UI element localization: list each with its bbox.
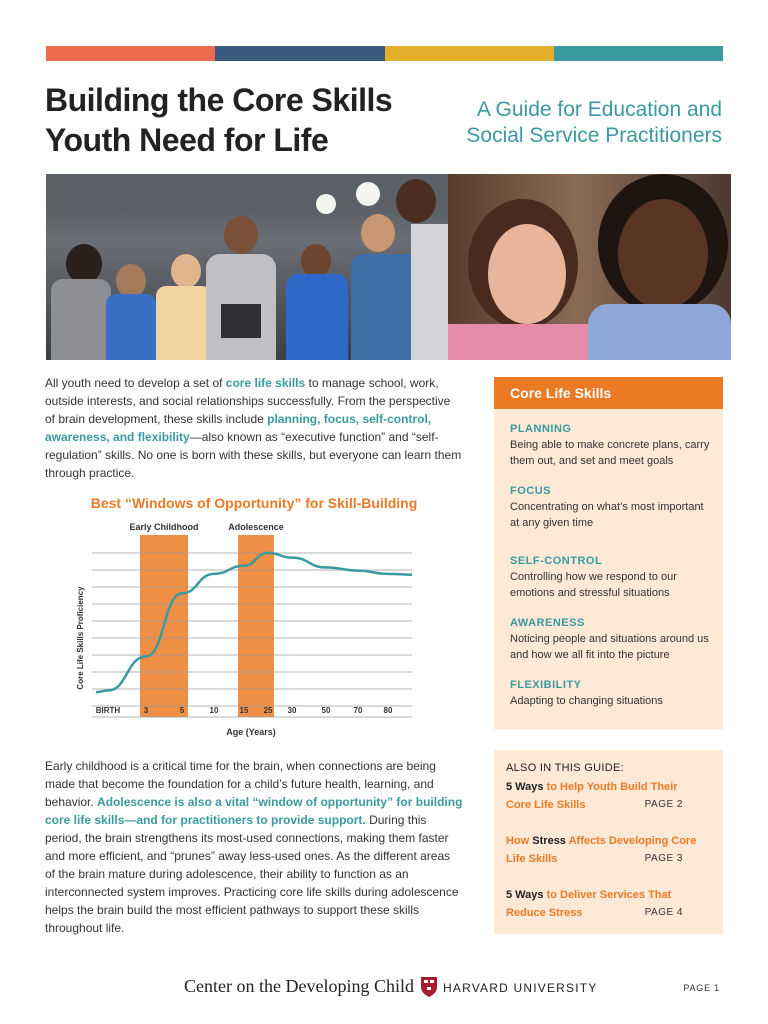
x-tick-label: 25 (263, 706, 273, 715)
link-stress: Stress (529, 835, 566, 847)
navy-bar (215, 46, 384, 61)
link-text-2: Reduce Stress (506, 907, 583, 919)
x-axis-label: Age (Years) (226, 727, 276, 737)
body-highlight: Adolescence is also a vital “window of opportunity” for building core life skills—and for practitioners to provide support. (45, 795, 463, 827)
color-bars (46, 46, 723, 61)
yellow-bar (385, 46, 554, 61)
intro-text-3: —also known as “executive function” and “self-regulation” skills. No one is born with these skills, but everyone can learn them through practice. (45, 430, 462, 480)
windows-of-opportunity-chart (70, 515, 430, 745)
window-label: Adolescence (228, 522, 284, 532)
also-title: ALSO IN THIS GUIDE: (506, 762, 624, 774)
harvard-shield-icon (420, 976, 438, 998)
skill-description: Concentrating on what’s most important at any given time (510, 501, 704, 529)
y-axis-label: Core Life Skills Proficiency (76, 586, 85, 690)
guide-link-page-2[interactable] (506, 778, 711, 814)
body-paragraph (45, 757, 463, 937)
link-text: Affects Developing Core (565, 835, 697, 847)
page-title (45, 80, 445, 160)
photo-mentor-and-teen (448, 174, 731, 360)
skill-label: SELF-CONTROL (510, 555, 603, 567)
x-tick-label: 10 (209, 706, 219, 715)
skill-awareness (510, 617, 715, 663)
body-text-2: During this period, the brain strengthens its most-used connections, making them faster and more efficient, and “prunes” away less-used ones. As the different areas of the brain mature during adolescence, their ability to function as an interconnected system improves. Practicing core life skills during adolescence helps the brain build the most efficient pathways to support these skills throughout life. (45, 813, 459, 935)
chart-title: Best “Windows of Opportunity” for Skill-Building (90, 495, 418, 511)
teal-bar (554, 46, 723, 61)
skill-description: Being able to make concrete plans, carry them out, and set and meet goals (510, 439, 710, 467)
skill-label: FOCUS (510, 485, 551, 497)
core-life-skills-heading: Core Life Skills (494, 377, 723, 409)
link-text: to Help Youth Build Their (543, 781, 678, 793)
title-line-2: Youth Need for Life (45, 122, 329, 158)
x-tick-label: 70 (353, 706, 363, 715)
harvard-university-label: HARVARD UNIVERSITY (443, 981, 598, 995)
x-tick-label: 50 (321, 706, 331, 715)
intro-highlight-1: core life skills (225, 376, 306, 390)
skill-label: AWARENESS (510, 617, 585, 629)
x-tick-label: 15 (239, 706, 249, 715)
link-prefix: 5 Ways (506, 889, 544, 901)
link-text-2: Life Skills (506, 853, 558, 865)
body-text-1: Early childhood is a critical time for the brain, when connections are being made that become the foundation for a child’s future health, learning, and behavior. (45, 759, 436, 809)
skill-self-control (510, 555, 715, 601)
center-brand-name: Center on the Developing Child (184, 976, 414, 996)
x-tick-label: 5 (179, 706, 185, 715)
red-bar (46, 46, 215, 61)
page-reference: PAGE 3 (644, 853, 683, 864)
intro-paragraph (45, 374, 463, 482)
intro-text-2: to manage school, work, outside interests, and social relationships successfully. From the perspective of brain development, these skills include (45, 376, 451, 426)
also-in-this-guide-box (494, 750, 723, 934)
guide-link-page-3[interactable] (506, 832, 711, 868)
link-prefix: How (506, 835, 530, 847)
skill-flexibility (510, 679, 715, 709)
skill-description: Adapting to changing situations (510, 695, 663, 707)
photo-youth-group (46, 174, 448, 360)
x-tick-label: 3 (143, 706, 149, 715)
page-reference: PAGE 2 (644, 799, 683, 810)
skill-description: Controlling how we respond to our emotions and stressful situations (510, 571, 677, 599)
skill-label: FLEXIBILITY (510, 679, 582, 691)
skill-planning (510, 423, 715, 469)
x-tick-label: BIRTH (95, 706, 121, 715)
window-band (238, 535, 274, 717)
skill-description: Noticing people and situations around us and how we all fit into the picture (510, 633, 709, 661)
page-reference: PAGE 4 (644, 907, 683, 918)
guide-link-page-4[interactable] (506, 886, 711, 922)
subtitle-line-2: Social Service Practitioners (466, 124, 722, 147)
core-life-skills-box (494, 377, 723, 729)
skill-focus (510, 485, 715, 531)
title-line-1: Building the Core Skills (45, 82, 393, 118)
link-text-2: Core Life Skills (506, 799, 586, 811)
page-subtitle (422, 97, 722, 149)
x-tick-label: 80 (383, 706, 393, 715)
intro-highlight-2: planning, focus, self-control, awareness, and flexibility (45, 412, 432, 444)
link-prefix: 5 Ways (506, 781, 544, 793)
skill-label: PLANNING (510, 423, 572, 435)
subtitle-line-1: A Guide for Education and (476, 98, 722, 121)
window-label: Early Childhood (129, 522, 199, 532)
intro-text-1: All youth need to develop a set of (45, 376, 226, 390)
page-number: PAGE 1 (683, 983, 720, 993)
link-text: to Deliver Services That (543, 889, 672, 901)
x-tick-label: 30 (287, 706, 297, 715)
